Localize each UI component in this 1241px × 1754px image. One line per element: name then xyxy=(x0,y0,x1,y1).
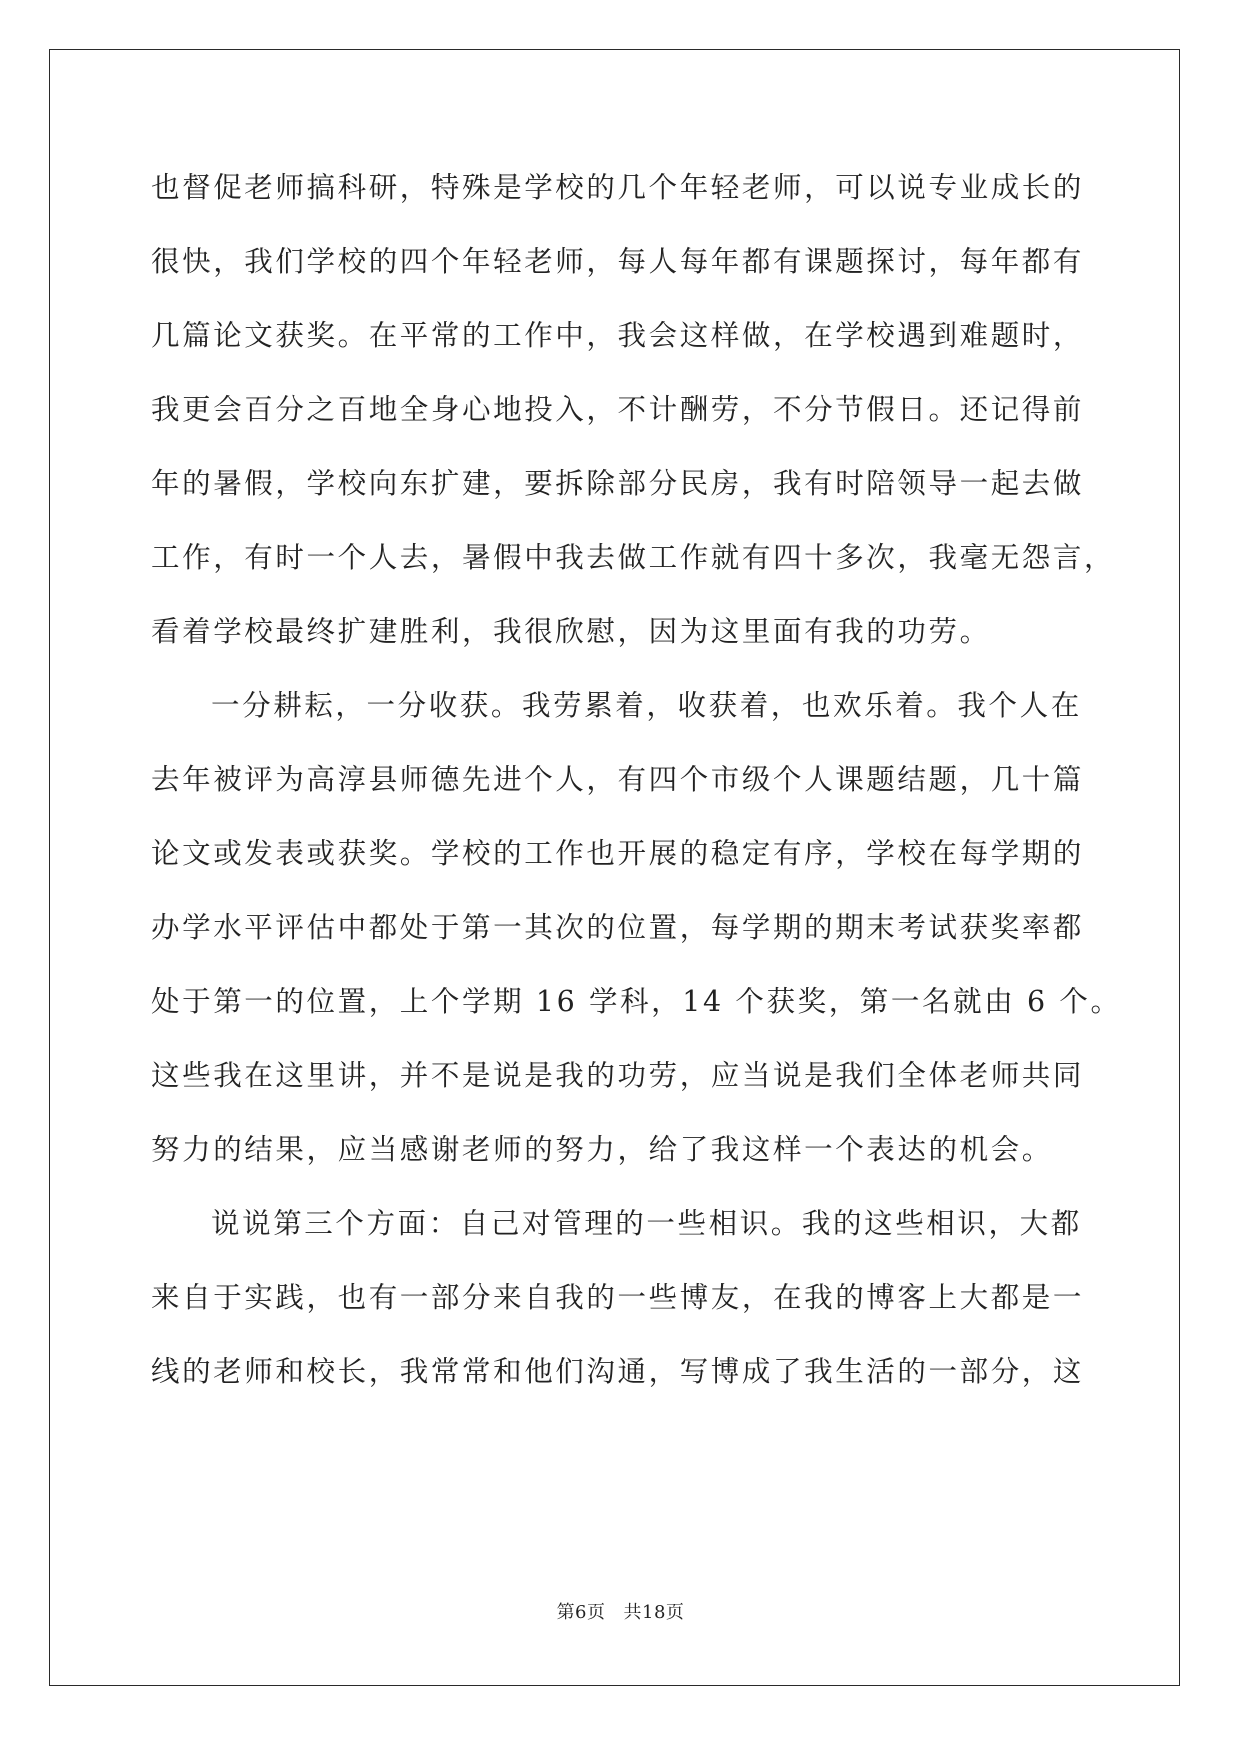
text-line-6: 工作，有时一个人去，暑假中我去做工作就有四十多次，我毫无怨言， xyxy=(151,541,1116,574)
text-line-15-paragraph-start: 说说第三个方面：自己对管理的一些相识。我的这些相识，大都 xyxy=(211,1207,1082,1240)
text-line-7: 看着学校最终扩建胜利，我很欣慰，因为这里面有我的功劳。 xyxy=(151,615,991,648)
page-footer xyxy=(0,1598,1241,1624)
text-line-5: 年的暑假，学校向东扩建，要拆除部分民房，我有时陪领导一起去做 xyxy=(151,467,1085,500)
text-line-3: 几篇论文获奖。在平常的工作中，我会这样做，在学校遇到难题时， xyxy=(151,319,1085,352)
text-line-1: 也督促老师搞科研，特殊是学校的几个年轻老师，可以说专业成长的 xyxy=(151,171,1085,204)
text-line-16: 来自于实践，也有一部分来自我的一些博友，在我的博客上大都是一 xyxy=(151,1281,1085,1314)
text-line-12: 处于第一的位置，上个学期 16 学科，14 个获奖，第一名就由 6 个。 xyxy=(151,985,1122,1018)
total-pages: 共18页 xyxy=(623,1602,685,1623)
text-line-9: 去年被评为高淳县师德先进个人，有四个市级个人课题结题，几十篇 xyxy=(151,763,1085,796)
page-number: 第6页 xyxy=(556,1602,606,1623)
document-body xyxy=(151,160,1122,1418)
text-line-11: 办学水平评估中都处于第一其次的位置，每学期的期末考试获奖率都 xyxy=(151,911,1085,944)
text-line-10: 论文或发表或获奖。学校的工作也开展的稳定有序，学校在每学期的 xyxy=(151,837,1085,870)
text-line-14: 努力的结果，应当感谢老师的努力，给了我这样一个表达的机会。 xyxy=(151,1133,1053,1166)
text-line-8-paragraph-start: 一分耕耘，一分收获。我劳累着，收获着，也欢乐着。我个人在 xyxy=(211,689,1082,722)
text-line-4: 我更会百分之百地全身心地投入，不计酬劳，不分节假日。还记得前 xyxy=(151,393,1085,426)
text-line-13: 这些我在这里讲，并不是说是我的功劳，应当说是我们全体老师共同 xyxy=(151,1059,1085,1092)
text-line-17: 线的老师和校长，我常常和他们沟通，写博成了我生活的一部分，这 xyxy=(151,1355,1085,1388)
text-line-2: 很快，我们学校的四个年轻老师，每人每年都有课题探讨，每年都有 xyxy=(151,245,1085,278)
